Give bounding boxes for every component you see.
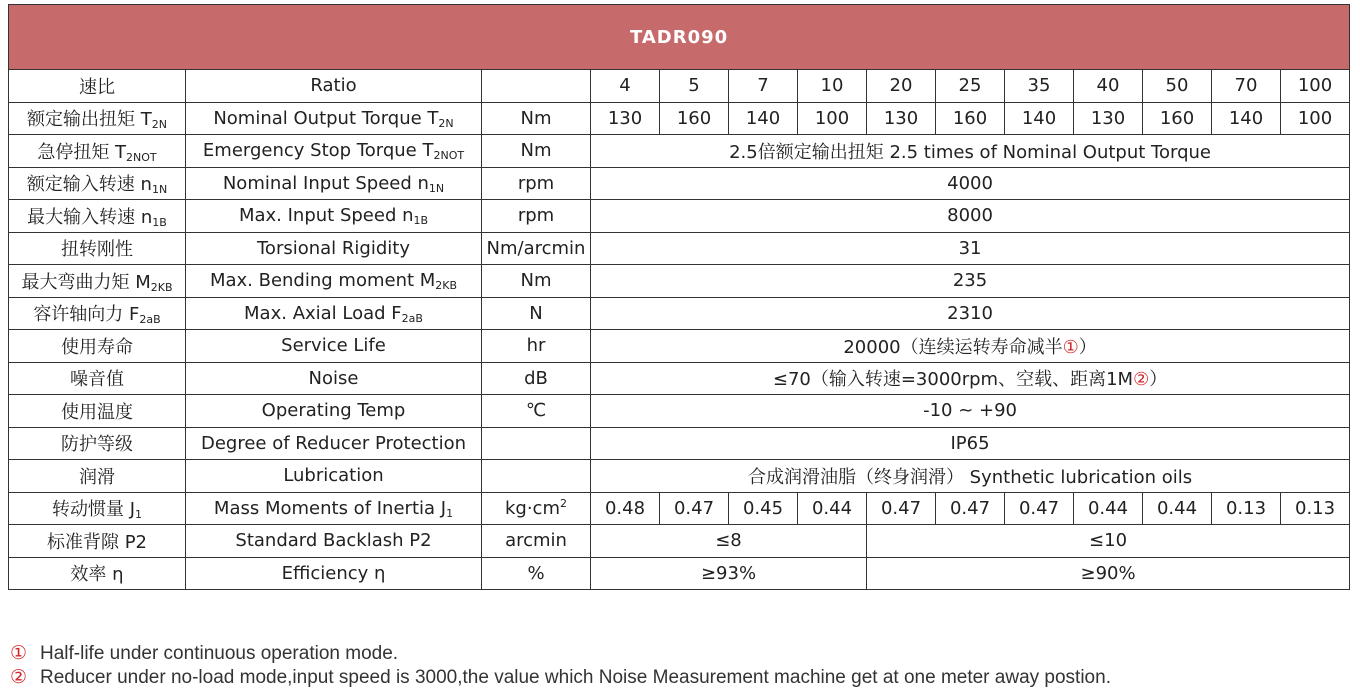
value-cell: ≤70（输入转速=3000rpm、空载、距离1M②）	[591, 362, 1350, 395]
inertia-value: 0.44	[1143, 492, 1212, 525]
unit-cell	[482, 70, 591, 103]
footnote-text: Reducer under no-load mode,input speed is 3000,the value which Noise Measurement machine get at one meter away postion.	[40, 667, 1111, 688]
ratio-value: 5	[660, 70, 729, 103]
ratio-value: 4	[591, 70, 660, 103]
unit-cell: hr	[482, 330, 591, 363]
label-cn: 最大输入转速 $n_{1B}$	[9, 200, 186, 233]
table-row-bending-moment	[9, 265, 1350, 298]
label-en: Nominal Input Speed $n_{1N}$	[186, 167, 482, 200]
unit-cell: dB	[482, 362, 591, 395]
footnote-mark: ①	[10, 643, 28, 664]
torque-value: 160	[1143, 102, 1212, 135]
label-en: Max. Input Speed $n_{1B}$	[186, 200, 482, 233]
label-cn: 额定输出扭矩 $T_{2N}$	[9, 102, 186, 135]
value-cell: -10 ~ +90	[591, 395, 1350, 428]
table-title: TADR090	[9, 5, 1350, 70]
value-cell-high-ratio: ≤10	[867, 525, 1350, 558]
footnote-mark: ②	[10, 667, 28, 688]
torque-value: 140	[1005, 102, 1074, 135]
label-en: Max. Axial Load $F_{2aB}$	[186, 297, 482, 330]
value-cell-low-ratio: ≥93%	[591, 557, 867, 590]
inertia-value: 0.44	[798, 492, 867, 525]
label-cn: 容许轴向力 $F_{2aB}$	[9, 297, 186, 330]
inertia-value: 0.45	[729, 492, 798, 525]
unit-cell: rpm	[482, 200, 591, 233]
value-cell: 8000	[591, 200, 1350, 233]
label-en: Noise	[186, 362, 482, 395]
label-cn: 噪音值	[9, 362, 186, 395]
ratio-value: 20	[867, 70, 936, 103]
label-en: Max. Bending moment $M_{2KB}$	[186, 265, 482, 298]
label-cn: 使用温度	[9, 395, 186, 428]
spec-table	[8, 4, 1350, 590]
torque-value: 140	[1212, 102, 1281, 135]
table-row-lubrication	[9, 460, 1350, 493]
label-cn: 速比	[9, 70, 186, 103]
unit-cell: %	[482, 557, 591, 590]
ratio-value: 25	[936, 70, 1005, 103]
label-en: Service Life	[186, 330, 482, 363]
unit-cell: Nm	[482, 265, 591, 298]
inertia-value: 0.48	[591, 492, 660, 525]
footnote-text: Half-life under continuous operation mode.	[40, 643, 399, 664]
label-en: Ratio	[186, 70, 482, 103]
label-en: Nominal Output Torque $T_{2N}$	[186, 102, 482, 135]
value-cell-low-ratio: ≤8	[591, 525, 867, 558]
label-cn: 最大弯曲力矩 $M_{2KB}$	[9, 265, 186, 298]
value-cell-high-ratio: ≥90%	[867, 557, 1350, 590]
value-cell: 20000（连续运转寿命减半①）	[591, 330, 1350, 363]
label-en: Lubrication	[186, 460, 482, 493]
table-row-protection	[9, 427, 1350, 460]
value-cell: 2310	[591, 297, 1350, 330]
value-cell: 235	[591, 265, 1350, 298]
torque-value: 130	[1074, 102, 1143, 135]
unit-cell: Nm/arcmin	[482, 232, 591, 265]
table-row-output-torque	[9, 102, 1350, 135]
label-en: Degree of Reducer Protection	[186, 427, 482, 460]
ratio-value: 50	[1143, 70, 1212, 103]
value-cell: 31	[591, 232, 1350, 265]
label-en: Operating Temp	[186, 395, 482, 428]
inertia-value: 0.47	[660, 492, 729, 525]
table-row-noise	[9, 362, 1350, 395]
table-row-max-input-speed	[9, 200, 1350, 233]
value-cell: IP65	[591, 427, 1350, 460]
table-row-service-life	[9, 330, 1350, 363]
unit-cell	[482, 427, 591, 460]
torque-value: 130	[591, 102, 660, 135]
table-row-axial-load	[9, 297, 1350, 330]
label-cn: 标准背隙 P2	[9, 525, 186, 558]
label-cn: 扭转刚性	[9, 232, 186, 265]
table-row-nominal-input-speed	[9, 167, 1350, 200]
ratio-value: 7	[729, 70, 798, 103]
ratio-value: 10	[798, 70, 867, 103]
label-cn: 转动惯量 $J_1$	[9, 492, 186, 525]
ratio-value: 70	[1212, 70, 1281, 103]
footnote-1	[10, 642, 1111, 666]
value-cell: 合成润滑油脂（终身润滑） Synthetic lubrication oils	[591, 460, 1350, 493]
unit-cell: ℃	[482, 395, 591, 428]
label-cn: 润滑	[9, 460, 186, 493]
unit-cell: Nm	[482, 135, 591, 168]
value-cell: 4000	[591, 167, 1350, 200]
unit-cell: arcmin	[482, 525, 591, 558]
torque-value: 100	[798, 102, 867, 135]
label-en: Mass Moments of Inertia $J_1$	[186, 492, 482, 525]
ratio-value: 40	[1074, 70, 1143, 103]
torque-value: 160	[660, 102, 729, 135]
table-row-backlash	[9, 525, 1350, 558]
torque-value: 130	[867, 102, 936, 135]
ratio-value: 100	[1281, 70, 1350, 103]
label-cn: 效率 η	[9, 557, 186, 590]
table-row-emergency-stop	[9, 135, 1350, 168]
label-en: Torsional Rigidity	[186, 232, 482, 265]
table-row-operating-temp	[9, 395, 1350, 428]
inertia-value: 0.13	[1212, 492, 1281, 525]
label-cn: 防护等级	[9, 427, 186, 460]
inertia-value: 0.44	[1074, 492, 1143, 525]
label-cn: 急停扭矩 $T_{2NOT}$	[9, 135, 186, 168]
footnote-mark: ①	[1062, 336, 1079, 358]
label-cn: 额定输入转速 $n_{1N}$	[9, 167, 186, 200]
table-row-efficiency	[9, 557, 1350, 590]
table-row-torsional-rigidity	[9, 232, 1350, 265]
inertia-value: 0.47	[867, 492, 936, 525]
footnotes	[10, 642, 1111, 690]
label-cn: 使用寿命	[9, 330, 186, 363]
torque-value: 100	[1281, 102, 1350, 135]
torque-value: 140	[729, 102, 798, 135]
inertia-value: 0.47	[936, 492, 1005, 525]
inertia-value: 0.47	[1005, 492, 1074, 525]
table-row-inertia	[9, 492, 1350, 525]
unit-cell: rpm	[482, 167, 591, 200]
unit-cell	[482, 460, 591, 493]
label-en: Standard Backlash P2	[186, 525, 482, 558]
torque-value: 160	[936, 102, 1005, 135]
label-en: Emergency Stop Torque $T_{2NOT}$	[186, 135, 482, 168]
table-row-ratio	[9, 70, 1350, 103]
value-cell: 2.5倍额定输出扭矩 2.5 times of Nominal Output Torque	[591, 135, 1350, 168]
footnote-mark: ②	[1133, 369, 1150, 391]
unit-cell: Nm	[482, 102, 591, 135]
footnote-2	[10, 666, 1111, 690]
unit-cell: $kg\cdot cm^2$	[482, 492, 591, 525]
unit-cell: N	[482, 297, 591, 330]
ratio-value: 35	[1005, 70, 1074, 103]
inertia-value: 0.13	[1281, 492, 1350, 525]
label-en: Efficiency η	[186, 557, 482, 590]
